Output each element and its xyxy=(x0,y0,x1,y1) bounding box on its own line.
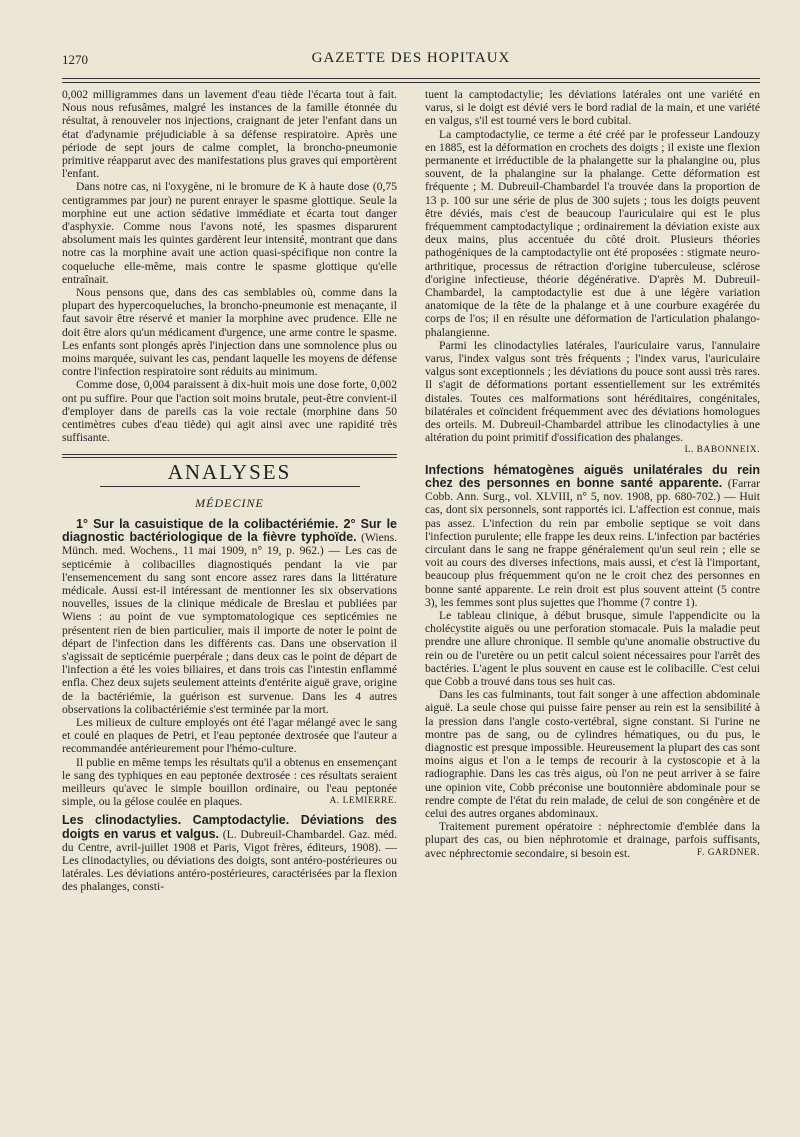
header-rule xyxy=(62,78,760,83)
paragraph: Le tableau clinique, à début brusque, simule l'appendicite ou la cholécystite aiguës ou une perforation stomacale. Puis la maladie peut prendre une allure chronique. Il semble qu'une anomalie obstructive du rein ou de l'uretère ou un petit calcul soient nécessaires pour l'arrêt des bactéries. L'agent le plus souvent en cause est le colibacille. C'est celui que Cobb a trouvé dans tous ses huit cas. xyxy=(425,608,760,688)
article-citation: (L. Dubreuil-Chambardel. Gaz. méd. du Centre, avril-juillet 1908 et Paris, Vigot frères, éditeurs, 1908). — xyxy=(62,827,397,854)
article-intro xyxy=(62,814,397,893)
article-citation: (Wiens. Münch. med. Wochens., 11 mai 1909, n° 19, p. 962.) — xyxy=(62,531,398,558)
section-rule xyxy=(100,486,360,487)
paragraph: Les clinodactylies, ou déviations des doigts, sont antéro-postérieures ou latérales. Les déviations antéro-postérieures, caractérisées par la flexion des phalanges, consti- xyxy=(62,853,397,894)
page-header xyxy=(62,50,760,74)
left-column xyxy=(62,88,397,894)
paragraph: Les cas de septicémie à colibacilles diagnostiqués pendant la vie par l'ensemencement du sang sont encore assez rares dans la littérature médicale. Aussi est-il intéressant de mentionner les six observations nouvelles, issues de la clinique médicale de Breslau et publiées par Wiens : au point de vue symptomatologique ces septicémies ne présentent rien de bien particulier, mais il importe de noter le point de départ de l'infection dans les différents cas. Dans une observation il s'agissait de septicémie puerpérale ; dans deux cas le point de départ de l'infection a été les voies biliaires, et dans trois cas l'intestin enflammé enfla. Chez deux sujets seulement atteints d'entérite aiguë grave, origine de la bactériémie, la guérison est survenue. Dans les 4 autres observations la colibactériémie s'est terminée par la mort. xyxy=(62,544,397,716)
section-title: ANALYSES xyxy=(167,460,292,485)
page-number: 1270 xyxy=(62,52,88,67)
paragraph: tuent la camptodactylie; les déviations latérales ont une variété en varus, si le doigt est dévié vers le bord radial de la main, et une variété en valgus, s'il est tourné vers le bord cubital. xyxy=(425,88,760,128)
article-title: 1° Sur la casuistique de la colibactériémie. 2° Sur le diagnostic bactériologique de la fièvre typhoïde. xyxy=(62,516,397,545)
paragraph: Dans les cas fulminants, tout fait songer à une affection abdominale aiguë. La seule chose qui puisse faire penser au rein est la sensibilité à la pression dans l'angle costo-vertébral, signe constant. Si l'urine ne montre pas de sang, ou de cylindres hématiques, ou du pus, le diagnostic est presque impossible. Heureusement la plupart des cas sont moins aigus et l'on a le temps de recourir à la cystoscopie et à la radiographie. Dans les cas très aigus, où l'on ne peut arriver à se faire une opinion vite, Cobb préconise une boutonnière abdominale pour se rendre compte de l'état du rein malade, de celui de son congénère et de celui des autres organes abdominaux. xyxy=(425,688,760,820)
running-title: GAZETTE DES HOPITAUX xyxy=(311,50,511,66)
paragraph: Les milieux de culture employés ont été l'agar mélangé avec le sang et coulé en plaques de Petri, et l'eau peptonée dextrosée que l'auteur a recommandée antérieurement pour l'hémo-culture. xyxy=(62,715,397,756)
paragraph: Huit cas, dont six personnels, sont rapportés ici. L'affection est connue, mais pas assez. L'infection du rein par embolie septique se voit dans l'infection purulente; elle frappe les deux reins. L'infection par bactéries circulant dans le sang ne frappe généralement qu'un seul rein ; elle se voit au cours des diverses infections, mais aussi, et c'est là l'important, beaucoup plus fréquemment qu'on ne le croit chez des personnes en bonne santé apparente. Le rein droit est plus souvent atteint (5 contre 3), les femmes sont plus sujettes que l'homme (7 contre 1). xyxy=(425,490,760,609)
article-citation: (Farrar Cobb. Ann. Surg., vol. XLVIII, n° 5, nov. 1908, pp. 680-702.) — xyxy=(425,476,760,504)
article-intro xyxy=(62,518,397,716)
article-title: Infections hématogènes aiguës unilatérales du rein chez des personnes en bonne santé apparente. xyxy=(425,462,760,490)
paragraph: Nous pensons que, dans des cas semblables où, comme dans la plupart des hypercoqueluches, la broncho-pneumonie est menaçante, il faut savoir être réservé et manier la morphine avec prudence. Elle ne doit être alors qu'un médicament d'urgence, une arme contre le spasme. Les enfants sont plongés après l'injection dans une somnolence plus ou moins marquée, suivant les cas, pendant laquelle les moyens de défense contre l'infection respiratoire sont réduits au minimum. xyxy=(62,286,397,379)
subsection-title: MÉDECINE xyxy=(195,495,264,510)
paragraph-text: Traitement purement opératoire : néphrectomie d'emblée dans la plupart des cas, ou bien néphrotomie et drainage, parfois suffisants, avec néphrectomie secondaire, si besoin est. xyxy=(425,820,760,860)
right-column xyxy=(425,88,760,860)
paragraph: Dans notre cas, ni l'oxygène, ni le bromure de K à haute dose (0,75 centigrammes par jour) ne purent enrayer le spasme glottique. Seule la morphine eut une action sédative immédiate et écarta tout danger d'asphyxie. Comme nous l'avons noté, les spasmes disparurent absolument mais les quintes gardèrent leur intensité, montrant que dans notre cas la morphine avait une action quasi-spécifique non contre la coqueluche elle-même, mais contre le spasme glottique qu'elle entraînait. xyxy=(62,180,397,286)
paragraph: La camptodactylie, ce terme a été créé par le professeur Landouzy en 1885, est la déformation en crochets des doigts ; il existe une flexion permanente et irréductible de la phalangette sur la phalangine ou, plus souvent, de la phalangine sur la phalange. Cette déformation est fréquente ; M. Dubreuil-Chambardel l'a trouvée dans la proportion de 13 p. 100 sur une série de plus de 300 sujets ; tous les doigts peuvent être déviés, mais c'est de beaucoup l'auriculaire qui est le plus fréquemment camptodactylique ; ordinairement la déviation existe aux deux mains, plus accentuée du côté droit. Plusieurs théories pathogéniques de la camptodactylie ont été proposées : stigmate neuro-arthritique, processus de rétraction d'origine tuberculeuse, sclérose d'origine infectieuse, théorie dégénérative. D'après M. Dubreuil-Chambardel, la camptodactylie est due à une légère variation anatomique de la tête de la phalange et à une courbure exagérée du corps de l'os; il en résulte une déformation de l'articulation phalango-phalangienne. xyxy=(425,127,760,339)
paragraph-text: Il publie en même temps les résultats qu'il a obtenus en ensemençant le sang des typhiques en eau peptonée dextrosée : ces résultats seraient meilleurs qu'avec le simple bouillon ordinaire, ou l'eau peptonée simple, ou la gélose coulée en plaques. xyxy=(62,755,397,809)
article-title: Les clinodactylies. Camptodactylie. Déviations des doigts en varus et valgus. xyxy=(62,813,397,841)
paragraph: Parmi les clinodactylies latérales, l'auriculaire varus, l'annulaire varus, l'index valgus sont très fréquents ; l'index varus, l'auriculaire valgus sont exceptionnels ; les déviations du pouce sont aussi très rares. Il s'agit de déformations portant essentiellement sur les extrémités distales. Toutes ces malformations sont héréditaires, congénitales, bilatérales et coïncident fréquemment avec des déviations homologues des orteils. M. Dubreuil-Chambardel attribue les clinodactylies à une altération du point primitif d'ossification des phalanges. xyxy=(425,338,760,445)
author-signature: F. GARDNER. xyxy=(696,847,760,858)
paragraph xyxy=(425,820,760,860)
paragraph: Comme dose, 0,004 paraissent à dix-huit mois une dose forte, 0,002 ont pu suffire. Pour que l'action soit moins brutale, peut-être convient-il d'employer dans de pareils cas la voie rectale (morphine dans 50 centimètres cubes d'eau tiède) qui agit ainsi avec une rapidité très suffisante. xyxy=(62,378,397,445)
section-divider xyxy=(62,454,397,458)
article-intro xyxy=(425,464,760,609)
author-signature: L. BABONNEIX. xyxy=(684,445,760,456)
author-signature: A. LEMIERRE. xyxy=(329,796,397,807)
paragraph xyxy=(62,756,397,809)
paragraph: 0,002 milligrammes dans un lavement d'eau tiède l'écarta tout à fait. Nous nous refusâmes, malgré les instances de la famille étonnée du résultat, à renouveler nos injections, craignant de jeter l'enfant dans un état d'adynamie préjudiciable à sa défense respiratoire. Après une période de sept jours de calme complet, la broncho-pneumonie primitive réapparut avec des manifestations plus graves qui emportèrent l'enfant. xyxy=(62,88,397,181)
